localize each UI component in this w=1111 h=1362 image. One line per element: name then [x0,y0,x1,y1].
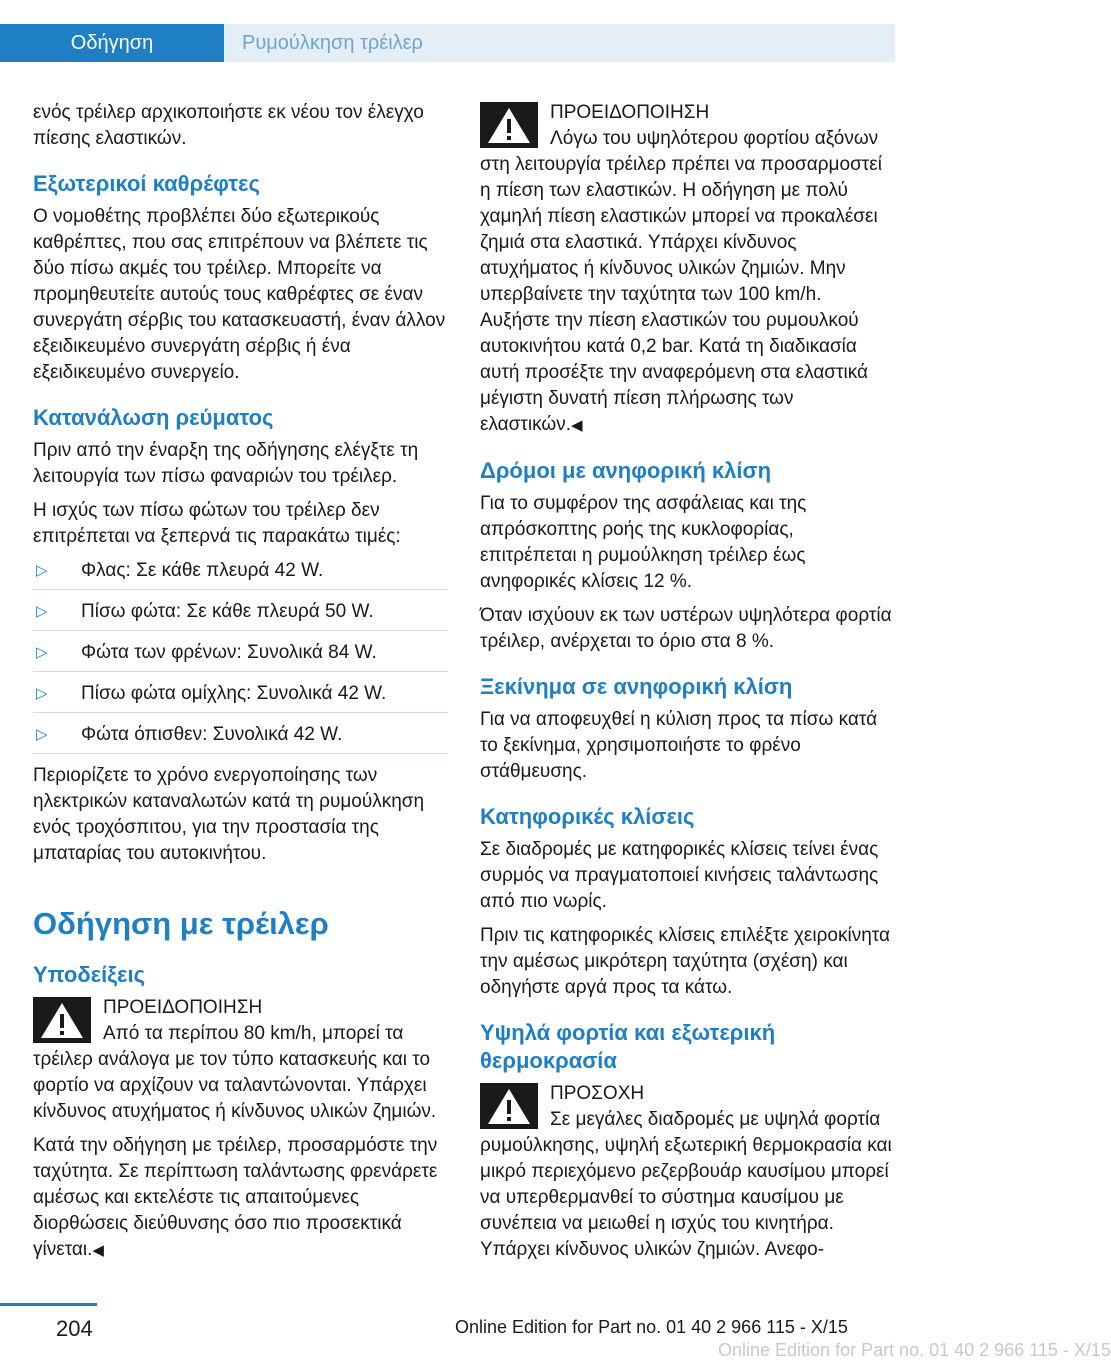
downhill-paragraph-2: Πριν τις κατηφορικές κλίσεις επιλέξτε χειροκίνητα την αμέσως μικρότερη ταχύτητα (σχέση) και οδηγήστε αργά προς τα κάτω. [480,925,890,998]
uphill-paragraph-1: Για το συμφέρον της ασφάλειας και της απρόσκοπτης ροής της κυκλοφορίας, επιτρέπεται η ρυμούλκηση τρέιλερ έως ανηφορικές κλίσεις 12 %. [480,493,807,592]
caution-block [480,1081,895,1263]
bullet-triangle-icon: ▷ [36,644,48,661]
watermark: Online Edition for Part no. 01 40 2 966 115 - X/15 [718,1340,1111,1360]
header-tab-driving: Οδήγηση [0,24,224,62]
list-item: ▷ Φλας: Σε κάθε πλευρά 42 W. [33,558,448,590]
heading-power-consumption: Κατανάλωση ρεύματος [33,405,274,430]
power-paragraph-2: Η ισχύς των πίσω φώτων του τρέιλερ δεν επιτρέπεται να ξεπερνά τις παρακάτω τιμές: [33,500,401,547]
left-column [33,100,448,1272]
heading-high-loads-temperature: Υψηλά φορτία και εξωτερική θερμοκρασία [480,1020,776,1073]
right-column [480,100,895,1271]
edition-footer: Online Edition for Part no. 01 40 2 966 115 - X/15 [455,1317,848,1337]
bullet-triangle-icon: ▷ [36,562,48,579]
lamp-wattage-list [33,558,448,754]
warning-title: ΠΡΟΕΙΔΟΠΟΙΗΣΗ [103,997,263,1018]
list-item: ▷ Φώτα όπισθεν: Συνολικά 42 W. [33,722,448,754]
bullet-triangle-icon: ▷ [36,726,48,743]
caution-triangle-icon [480,1083,538,1129]
heading-hints: Υποδείξεις [33,962,146,987]
bullet-triangle-icon: ▷ [36,685,48,702]
caution-title: ΠΡΟΣΟΧΗ [550,1083,645,1104]
driving-paragraph: Κατά την οδήγηση με τρέιλερ, προσαρμόστε την ταχύτητα. Σε περίπτωση ταλάντωσης φρενάρετε αμέσως και εκτελέστε τις απαιτούμενες διορθώσεις διεύθυνσης όσο πιο προσεκτικά γίνεται.◀ [33,1135,438,1260]
section-title-driving-with-trailer: Οδήγηση με τρέιλερ [33,906,329,941]
warning-block [480,100,895,439]
heading-uphill-roads: Δρόμοι με ανηφορική κλίση [480,458,772,483]
header-tab-trailer-towing: Ρυμούλκηση τρέιλερ [224,24,895,62]
end-mark-icon: ◀ [571,417,583,434]
end-mark-icon: ◀ [92,1242,104,1259]
mirrors-paragraph: Ο νομοθέτης προβλέπει δύο εξωτερικούς καθρέπτες, που σας επιτρέπουν να βλέπετε τις δύο πίσω ακμές του τρέιλερ. Μπορείτε να προμηθευτείτε αυτούς τους καθρέφτες σε έναν συνεργάτη σέρβις του κατασκευαστή, έναν άλλον εξειδικευμένο συνεργάτη σέρβις ή ένα εξειδικευμένο συνεργείο. [33,206,446,383]
bullet-triangle-icon: ▷ [36,603,48,620]
list-item: ▷ Πίσω φώτα ομίχλης: Συνολικά 42 W. [33,681,448,713]
downhill-paragraph-1: Σε διαδρομές με κατηφορικές κλίσεις τείνει ένας συρμός να πραγματοποιεί κινήσεις ταλάντωσης από πιο νωρίς. [480,839,879,912]
warning-triangle-icon [480,102,538,148]
heading-exterior-mirrors: Εξωτερικοί καθρέφτες [33,171,260,196]
uphill-paragraph-2: Όταν ισχύουν εκ των υστέρων υψηλότερα φορτία τρέιλερ, ανέρχεται το όριο στα 8 %. [480,605,892,652]
footer-accent-line [0,1303,97,1306]
power-paragraph-1: Πριν από την έναρξη της οδήγησης ελέγξτε τη λειτουργία των πίσω φαναριών του τρέιλερ. [33,440,419,487]
warning-title: ΠΡΟΕΙΔΟΠΟΙΗΣΗ [550,102,710,123]
list-item: ▷ Πίσω φώτα: Σε κάθε πλευρά 50 W. [33,599,448,631]
list-item: ▷ Φώτα των φρένων: Συνολικά 84 W. [33,640,448,672]
warning-block [33,995,448,1125]
heading-downhill: Κατηφορικές κλίσεις [480,804,695,829]
power-paragraph-3: Περιορίζετε το χρόνο ενεργοποίησης των ηλεκτρικών καταναλωτών κατά τη ρυμούλκηση ενός τροχόσπιτου, για την προστασία της μπαταρίας του αυτοκινήτου. [33,765,425,864]
intro-paragraph: ενός τρέιλερ αρχικοποιήστε εκ νέου τον έλεγχο πίεσης ελαστικών. [33,102,424,149]
heading-hill-start: Ξεκίνημα σε ανηφορική κλίση [480,674,793,699]
running-header [0,0,895,62]
hill-start-paragraph: Για να αποφευχθεί η κύλιση προς τα πίσω κατά το ξεκίνημα, χρησιμοποιήστε το φρένο στάθμευσης. [480,709,878,782]
page-number: 204 [56,1316,93,1341]
warning-text: Από τα περίπου 80 km/h, μπορεί τα τρέιλερ ανάλογα με τον τύπο κατασκευής και το φορτίο να αρχίζουν να ταλαντώνονται. Υπάρχει κίνδυνος ατυχήματος ή κίνδυνος υλικών ζημιών. [33,1023,437,1122]
caution-text: Σε μεγάλες διαδρομές με υψηλά φορτία ρυμούλκησης, υψηλή εξωτερική θερμοκρασία και μικρό περιεχόμενο ρεζερβουάρ καυσίμου μπορεί να υπερθερμανθεί το σύστημα καυσίμου με συνέπεια να μειωθεί η ισχύς του κινητήρα. Υπάρχει κίνδυνος υλικών ζημιών. Ανεφο- [480,1109,892,1260]
warning-text: Λόγω του υψηλότερου φορτίου αξόνων στη λειτουργία τρέιλερ πρέπει να προσαρμοστεί η πίεση των ελαστικών. Η οδήγηση με πολύ χαμηλή πίεση ελαστικών μπορεί να προκαλέσει ζημιά στα ελαστικά. Υπάρχει κίνδυνος ατυχήματος ή κίνδυνος υλικών ζημιών. Μην υπερβαίνετε την ταχύτητα των 100 km/h. Αυξήστε την πίεση ελαστικών του ρυμουλκού αυτοκινήτου κατά 0,2 bar. Κατά τη διαδικασία αυτή προσέξτε την αναφερόμενη στα ελαστικά μέγιστη δυνατή πίεση πλήρωσης των ελαστικών. [480,128,882,435]
warning-triangle-icon [33,997,91,1043]
